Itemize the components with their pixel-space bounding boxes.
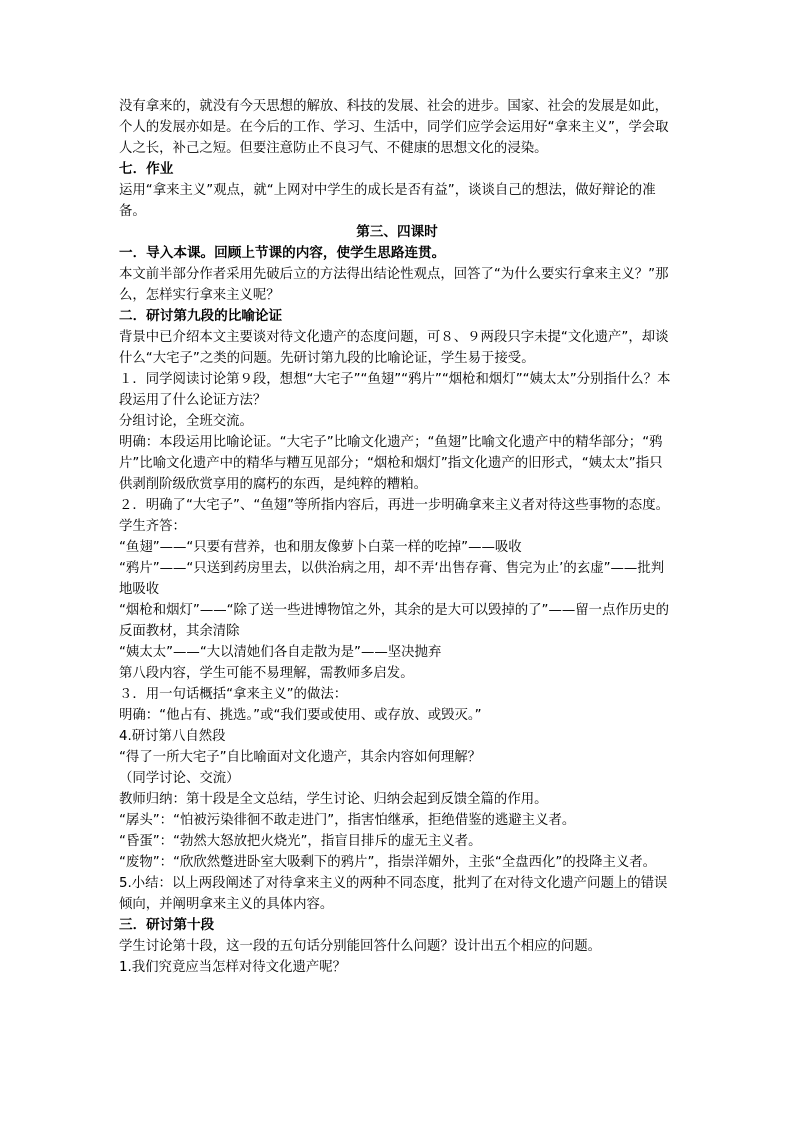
paragraph-question-4: 4.研讨第八自然段 [119,729,226,744]
paragraph-question-3: ３．用一句话概括“拿来主义”的做法： [119,687,348,702]
paragraph-discuss-tenth: 学生讨论第十段，这一段的五句话分别能回答什么问题？设计出五个相应的问题。 [119,939,602,954]
paragraph-question-final: 1.我们究竟应当怎样对待文化遗产呢？ [119,960,347,975]
paragraph-teacher-summary: 教师归纳：第十段是全文总结，学生讨论、归纳会起到反馈全篇的作用。 [119,792,548,807]
lesson-title: 第三、四课时 [356,224,438,240]
paragraph-house-metaphor: “得了一所大宅子”自比喻面对文化遗产，其余内容如何理解？ [119,750,482,765]
section-heading-homework: 七．作业 [119,161,174,177]
paragraph-background: 背景中已介绍本文主要谈对待文化遗产的态度问题，可８、９两段只字未提“文化遗产”，却谈什么“大宅子”之类的问题。先研讨第九段的比喻论证，学生易于接受。 [119,330,669,366]
paragraph-opium: “鸦片”——“只送到药房里去，以供治病之用，却不弄‘出售存膏、售完为止’的玄虚”——批判地吸收 [119,561,665,597]
paragraph-wastrel: “废物”：“欣欣然蹩进卧室大吸剩下的鸦片”，指崇洋媚外，主张“全盘西化”的投降主义者。 [119,855,657,870]
paragraph-coward: “孱头”：“怕被污染徘徊不敢走进门”，指害怕继承，拒绝借鉴的逃避主义者。 [119,813,576,828]
paragraph-summary-5: 5.小结：以上两段阐述了对待拿来主义的两种不同态度，批判了在对待文化遗产问题上的错误倾向，并阐明拿来主义的具体内容。 [119,876,668,912]
paragraph-group-discussion: 分组讨论，全班交流。 [119,414,253,429]
paragraph-fool: “昏蛋”：“勃然大怒放把火烧光”，指盲目排斥的虚无主义者。 [119,834,482,849]
paragraph-shark-fin: “鱼翅”——“只要有营养，也和朋友像萝卜白菜一样的吃掉”——吸收 [119,540,522,555]
section-heading-intro: 一．导入本课。回顾上节课的内容，使学生思路连贯。 [119,245,446,261]
paragraph-homework: 运用“拿来主义”观点，就“上网对中学生的成长是否有益”，谈谈自己的想法，做好辩论的准备。 [119,183,656,219]
paragraph-conclusion: 没有拿来的，就没有今天思想的解放、科技的发展、社会的进步。国家、社会的发展是如此，个人的发展亦如是。在今后的工作、学习、生活中，同学们应学会运用好“拿来主义”，学会取人之长，补己之短。但要注意防止不良习气、不健康的思想文化的浸染。 [119,99,669,156]
paragraph-concubine: “姨太太”——“大以清她们各自走散为是”——坚决抛弃 [119,645,442,660]
document-page [119,96,675,978]
paragraph-question-1: １．同学阅读讨论第９段，想想“大宅子”“鱼翅”“鸦片”“烟枪和烟灯”“姨太太”分别指什么？本段运用了什么论证方法？ [119,372,671,408]
section-heading-paragraph-ten: 三．研讨第十段 [119,917,215,933]
paragraph-intro: 本文前半部分作者采用先破后立的方法得出结论性观点，回答了“为什么要实行拿来主义？”那么，怎样实行拿来主义呢？ [119,267,669,303]
paragraph-clarify-metaphor: 明确：本段运用比喻论证。“大宅子”比喻文化遗产；“鱼翅”比喻文化遗产中的精华部分；“鸦片”比喻文化遗产中的精华与糟互见部分；“烟枪和烟灯”指文化遗产的旧形式，“姨太太”指只供剥削阶级欣赏享用的腐朽的东西，是纯粹的糟粕。 [119,435,663,492]
paragraph-students-answer: 学生齐答： [119,519,186,534]
paragraph-opium-pipe: “烟枪和烟灯”——“除了送一些进博物馆之外，其余的是大可以毁掉的了”——留一点作历史的反面教材，其余清除 [119,603,669,639]
paragraph-eighth-note: 第八段内容，学生可能不易理解，需教师多启发。 [119,666,414,681]
paragraph-clarify-method: 明确：“他占有、挑选。”或“我们要或使用、或存放、或毁灭。” [119,708,482,723]
paragraph-question-2: ２．明确了“大宅子”、“鱼翅”等所指内容后，再进一步明确拿来主义者对待这些事物的态度。 [119,498,669,513]
paragraph-discuss-exchange: （同学讨论、交流） [119,771,240,786]
section-heading-paragraph-nine: 二．研讨第九段的比喻论证 [119,308,283,324]
